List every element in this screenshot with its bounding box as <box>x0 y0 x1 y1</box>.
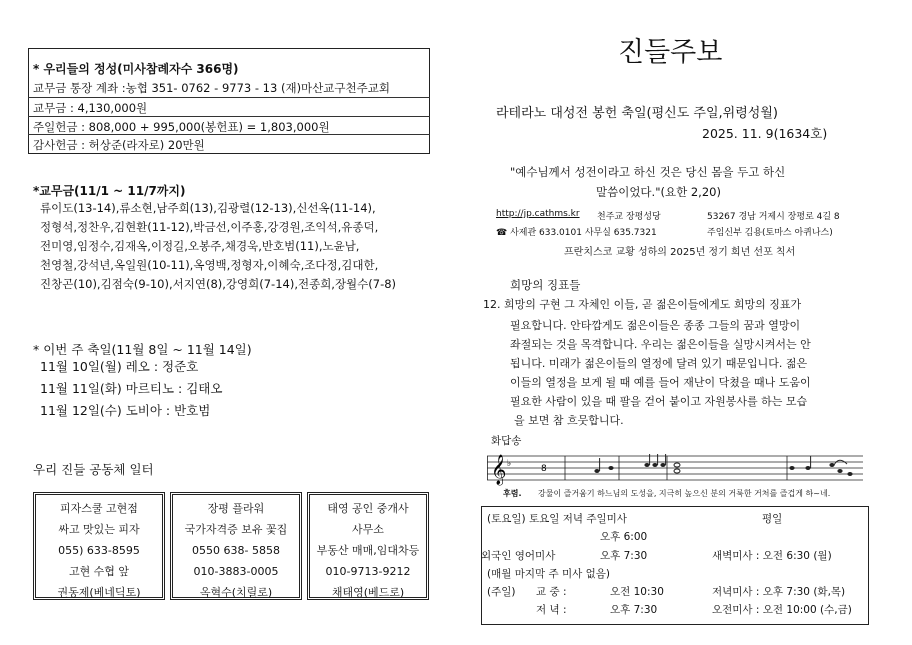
ad-line: 부동산 매매,임대차등 <box>316 544 420 557</box>
hope-heading: 희망의 징표들 <box>510 278 581 292</box>
ad-line: 고현 수협 앞 <box>68 565 130 578</box>
tithe-list <box>40 199 396 294</box>
tithe-line: 정형석,정찬우,김현환(11-12),박금선,이주홍,강경원,조익석,유종덕, <box>40 220 379 234</box>
refrain-label: 후렴. <box>503 489 522 498</box>
motto: 프란치스코 교황 성하의 2025년 정기 희년 선포 칙서 <box>564 247 796 258</box>
hope-line: 필요합니다. 안타깝게도 젊은이들은 종종 그들의 꿈과 열망이 <box>510 319 801 332</box>
weekday-mass: 오전미사 : 오전 10:00 (수,금) <box>712 604 852 616</box>
sunday-label: (주일) <box>487 586 516 598</box>
divider <box>28 97 430 98</box>
ad-box-realestate <box>307 492 429 600</box>
parish-url[interactable]: http://jp.cathms.kr <box>496 209 580 219</box>
tithe-line: 진창곤(10),김점숙(9-10),서지연(8),강영희(7-14),전종희,장월수(7-8) <box>40 277 397 291</box>
offering-row: 교무금 : 4,130,000원 <box>33 101 148 115</box>
weekday-title: 평일 <box>762 513 783 525</box>
ad-line: 태영 공인 중개사 <box>327 502 409 515</box>
ad-line: 장평 플라워 <box>207 502 265 515</box>
gospel-quote: "예수님께서 성전이라고 하신 것은 당신 몸을 두고 하신 <box>510 165 786 179</box>
offering-row: 주일헌금 : 808,000 + 995,000(봉헌표) = 1,803,000원 <box>33 120 330 134</box>
hope-line: 필요한 사람이 있을 때 팔을 걷어 붙이고 자원봉사를 하는 모습 <box>510 395 808 408</box>
tithe-line: 전미영,임정수,김재옥,이정길,오봉주,채경욱,반호범(11),노윤남, <box>40 239 360 253</box>
feast-heading: 라테라노 대성전 봉헌 축일(평신도 주일,위령성월) <box>496 106 778 121</box>
offering-row: 감사헌금 : 허상준(라자로) 20만원 <box>33 138 205 152</box>
saturday-mass-label: (토요일) 토요일 저녁 주일미사 <box>487 513 627 525</box>
ad-line: 옥혁수(치릴로) <box>199 586 273 599</box>
parish-address: 53267 경남 거제시 장평로 4길 8 <box>707 212 840 222</box>
hope-line: 됩니다. 미래가 젊은이들의 열정에 달려 있기 때문입니다. 젊은 <box>510 357 808 370</box>
english-mass-note: (매월 마지막 주 미사 없음) <box>487 568 610 580</box>
community-title: 우리 진들 공동체 일터 <box>33 462 154 477</box>
refrain-text: 강물이 즐거움기 하느님의 도성을, 지극히 높으신 분의 거룩한 거처를 즐겁게 하~네. <box>538 489 831 498</box>
sunday-evening-label: 저 녁 : <box>536 604 567 616</box>
psalm-label: 화답송 <box>491 435 522 447</box>
tithe-line: 천영철,강석년,옥일원(10-11),옥영백,정형자,이혜숙,조다정,김대한, <box>40 258 379 272</box>
tithe-title: *교무금(11/1 ~ 11/7까지) <box>33 184 186 198</box>
ad-line: 권동제(베네딕토) <box>57 586 141 599</box>
hope-line: 좌절되는 것을 목격합니다. 우리는 젊은이들을 실망시켜서는 안 <box>510 338 811 351</box>
feast-title: * 이번 주 축일(11월 8일 ~ 11월 14일) <box>33 342 252 357</box>
svg-text:𝄞: 𝄞 <box>491 455 507 485</box>
ad-line: 0550 638- 5858 <box>192 544 280 557</box>
tithe-line: 류이도(13-14),류소현,남주희(13),김광렬(12-13),신선옥(11-14), <box>40 201 376 215</box>
ad-line: 채태영(베드로) <box>331 586 405 599</box>
weekday-mass: 새벽미사 : 오전 6:30 (월) <box>712 550 832 562</box>
parish-priest: 주임신부 김용(토마스 아퀴나스) <box>707 228 833 238</box>
ad-box-flower <box>170 492 302 600</box>
ad-line: 국가자격증 보유 꽃집 <box>184 523 288 536</box>
svg-text:8: 8 <box>541 464 547 474</box>
english-mass-time: 오후 7:30 <box>600 550 648 562</box>
ad-line: 055) 633-8595 <box>58 544 140 557</box>
ad-line: 010-3883-0005 <box>193 565 279 578</box>
divider <box>28 116 430 117</box>
hope-line: 12. 희망의 구현 그 자체인 이들, 곧 젊은이들에게도 희망의 징표가 <box>483 298 802 311</box>
feast-line: 11월 12일(수) 도비아 : 반호범 <box>40 403 211 418</box>
english-mass-label: 외국인 영어미사 <box>481 550 556 562</box>
gospel-quote: 말씀이었다."(요한 2,20) <box>596 185 721 199</box>
hope-text <box>510 316 811 430</box>
saturday-mass-time: 오후 6:00 <box>600 531 648 543</box>
ad-line: 010-9713-9212 <box>325 565 411 578</box>
offering-title: * 우리들의 정성(미사참례자수 366명) <box>33 62 239 76</box>
hope-line: 이들의 열정을 보게 될 때 예를 들어 재난이 닥쳤을 때나 도움이 <box>510 376 811 389</box>
parish-name: 천주교 장평성당 <box>597 212 661 222</box>
sunday-main-time: 오전 10:30 <box>610 586 664 598</box>
ad-line: 피자스쿨 고현점 <box>60 502 138 515</box>
svg-text:♭: ♭ <box>507 459 512 469</box>
parish-phone: ☎ 사제관 633.0101 사무실 635.7321 <box>496 228 657 238</box>
feast-line: 11월 10일(월) 레오 : 정준호 <box>40 359 199 374</box>
sunday-evening-time: 오후 7:30 <box>610 604 658 616</box>
sunday-main-label: 교 중 : <box>536 586 567 598</box>
hope-line: 을 보면 참 흐뭇합니다. <box>514 414 624 427</box>
weekday-mass: 저녁미사 : 오후 7:30 (화,목) <box>712 586 846 598</box>
psalm-staff <box>487 452 863 486</box>
ad-line: 사무소 <box>352 523 384 536</box>
offering-row: 교무금 통장 계좌 :농협 351- 0762 - 9773 - 13 (재)마산교구천주교회 <box>33 81 390 95</box>
feast-list <box>40 356 222 422</box>
ad-line: 싸고 맛있는 피자 <box>58 523 140 536</box>
divider <box>28 134 430 135</box>
bulletin-title: 진들주보 <box>618 37 723 68</box>
ad-box-pizza <box>33 492 165 600</box>
issue-date: 2025. 11. 9(1634호) <box>702 126 828 141</box>
feast-line: 11월 11일(화) 마르티노 : 김태오 <box>40 381 223 396</box>
